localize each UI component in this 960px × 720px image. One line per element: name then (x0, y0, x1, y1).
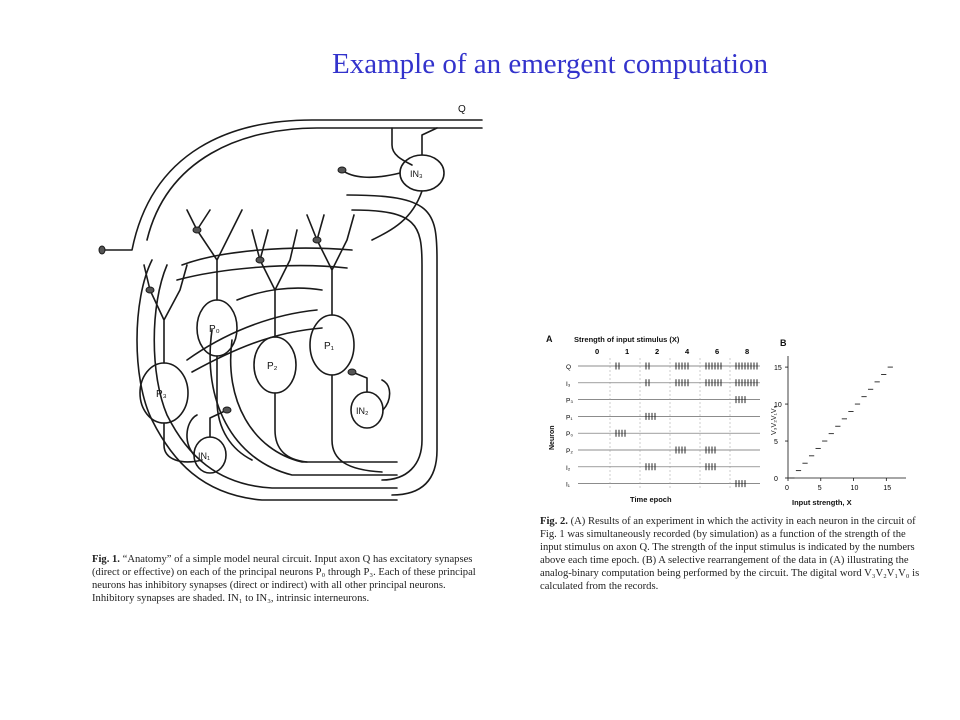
panel-b-x-label: Input strength, X (792, 498, 852, 507)
figure1-caption (92, 553, 482, 605)
analog-binary-plot (774, 356, 906, 492)
neuron-label: P₁ (566, 414, 573, 422)
stimulus-value: 1 (625, 347, 630, 356)
neuron-label: I₃ (566, 380, 571, 388)
stimulus-value: 8 (745, 347, 750, 356)
neuron-label: Q (566, 364, 572, 371)
label-in1: IN₁ (198, 451, 211, 461)
label-in2: IN₂ (356, 406, 369, 416)
label-p1: P₁ (324, 341, 335, 352)
input-axon-q (102, 120, 482, 250)
stimulus-value: 4 (685, 347, 690, 356)
figure2-caption (540, 515, 920, 593)
label-p0: P₀ (209, 324, 220, 335)
neuron-label: I₁ (566, 481, 570, 489)
stimulus-value: 6 (715, 347, 720, 356)
neuron-label: P₃ (566, 397, 573, 405)
y-tick-label: 10 (774, 402, 782, 410)
panel-a-x-label: Time epoch (630, 495, 672, 504)
stimulus-value: 0 (595, 347, 600, 356)
panel-b-letter: B (780, 338, 787, 348)
x-tick-label: 0 (785, 485, 789, 492)
stimulus-value: 2 (655, 347, 660, 356)
y-tick-label: 5 (774, 439, 778, 447)
slide-title: Example of an emergent computation (332, 48, 768, 80)
panel-a-y-label: Neuron (549, 425, 556, 450)
label-p3: P₃ (156, 389, 167, 400)
neuron-label: I₂ (566, 464, 571, 472)
figure2-caption-text: (A) Results of an experiment in which the activity in each neuron in the circuit of Fig. 1 was simultaneously recorded (by simulation) as a function of the strength of the input stimulus on axon Q. The strength of the input stimulus is indicated by the numbers above each time epoch. (B) A selective rearrangement of the data in (A) illustrating the analog-binary computation being performed by the circuit. The digital word V₃V₂V₁V₀ is calculated from the records. (540, 516, 920, 592)
x-tick-label: 5 (817, 485, 822, 492)
label-p2: P₂ (267, 361, 278, 372)
spike-raster (566, 347, 760, 490)
panel-a-letter: A (546, 334, 553, 344)
figure1-caption-label: Fig. 1. (92, 554, 120, 565)
x-tick-label: 10 (850, 485, 859, 492)
panel-b-y-label: V₃V₂V₁V₀ (771, 405, 778, 435)
recording-figure (530, 330, 920, 510)
y-tick-label: 0 (774, 476, 778, 483)
panel-a-top-label: Strength of input stimulus (X) (574, 335, 680, 344)
label-q: Q (458, 104, 466, 115)
figure1-caption-text: “Anatomy” of a simple model neural circuit. Input axon Q has excitatory synapses (direct or effective) on each of the principal neurons P₀ through P₃. Each of these principal neurons has inhibitory synapses (direct or indirect) with all other principal neurons. Inhibitory synapses are shaded. IN₁ to IN₃, intrinsic interneurons. (92, 554, 476, 604)
neuron-label: P₂ (566, 448, 573, 455)
figure2-caption-label: Fig. 2. (540, 516, 568, 527)
x-tick-label: 15 (883, 485, 892, 492)
neuron-label: P₀ (566, 431, 574, 439)
label-in3: IN₃ (410, 169, 423, 179)
neural-circuit-diagram (92, 100, 492, 550)
y-tick-label: 15 (774, 365, 782, 373)
